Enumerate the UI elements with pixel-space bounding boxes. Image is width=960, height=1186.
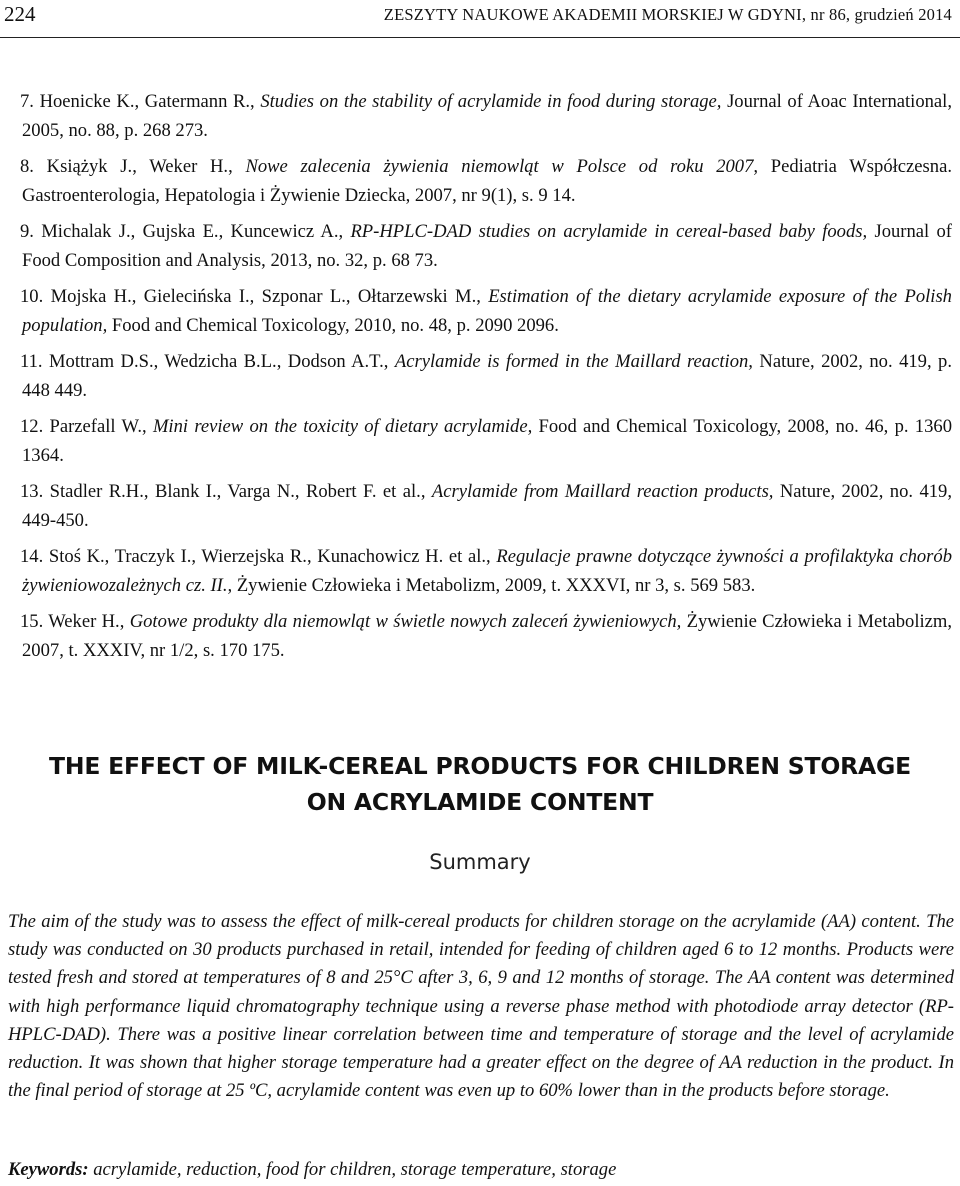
reference-authors: Parzefall W., [43,416,153,437]
summary-heading: Summary [429,850,531,874]
header-divider [0,37,960,38]
reference-title: Studies on the stability of acrylamide in food during storage, [260,91,722,112]
article-title [0,748,960,820]
reference-title: Regulacje prawne dotyczące żywności a profilaktyka chorób żywieniowozależnych cz. II., [22,546,952,596]
reference-list [10,87,952,672]
reference-authors: Stoś K., Traczyk I., Wierzejska R., Kunachowicz H. et al., [43,546,497,567]
reference-item-13 [10,477,952,535]
reference-authors: Michalak J., Gujska E., Kuncewicz A., [33,221,351,242]
reference-item-9 [10,217,952,275]
reference-authors: Mottram D.S., Wedzicha B.L., Dodson A.T., [42,351,395,372]
reference-number: 9. [20,221,34,242]
article-title-line-2: ON ACRYLAMIDE CONTENT [306,788,654,816]
reference-source: Pediatria Współczesna. Gastroenterologia, Hepatologia i Żywienie Dziecka, 2007, nr 9(1), s. 9 14. [22,156,952,206]
reference-source: Journal of Food Composition and Analysis, 2013, no. 32, p. 68 73. [22,221,952,271]
reference-number: 10. [20,286,44,307]
reference-item-7 [10,87,952,145]
reference-title: Gotowe produkty dla niemowląt w świetle nowych zaleceń żywieniowych, [129,611,682,632]
reference-source: Food and Chemical Toxicology, 2008, no. 46, p. 1360 1364. [22,416,952,466]
article-title-line-1: THE EFFECT OF MILK-CEREAL PRODUCTS FOR CHILDREN STORAGE [49,752,911,780]
reference-number: 8. [20,156,34,177]
reference-item-10 [10,282,952,340]
abstract-text: The aim of the study was to assess the effect of milk-cereal products for children storage on the acrylamide (AA) content. The study was conducted on 30 products purchased in retail, intended for feeding of children aged 6 to 12 months. Products were tested fresh and stored at temperatures of 8 and 25°C after 3, 6, 9 and 12 months of storage. The AA content was determined with high performance liquid chromatography technique using a reverse phase method with photodiode array detector (RP-HPLC-DAD). There was a positive linear correlation between time and temperature of storage and the level of acrylamide reduction. It was shown that higher storage temperature had a greater effect on the degree of AA reduction in the product. In the final period of storage at 25 ºC, acrylamide content was even up to 60% lower than in the products before storage. [8,911,954,1102]
reference-authors: Hoenicke K., Gatermann R., [33,91,261,112]
reference-title: Estimation of the dietary acrylamide exposure of the Polish population, [22,286,952,336]
reference-source: Żywienie Człowieka i Metabolizm, 2009, t. XXXVI, nr 3, s. 569 583. [232,575,756,596]
reference-title: Nowe zalecenia żywienia niemowląt w Polsce od roku 2007, [245,156,759,177]
reference-title: Mini review on the toxicity of dietary acrylamide, [152,416,533,437]
reference-authors: Stadler R.H., Blank I., Varga N., Robert F. et al., [43,481,432,502]
reference-authors: Mojska H., Gielecińska I., Szponar L., Ołtarzewski M., [43,286,489,307]
reference-number: 12. [20,416,44,437]
reference-item-8 [10,152,952,210]
reference-authors: Książyk J., Weker H., [33,156,246,177]
reference-source: Food and Chemical Toxicology, 2010, no. 48, p. 2090 2096. [107,315,559,336]
running-head: ZESZYTY NAUKOWE AKADEMII MORSKIEJ W GDYNI, nr 86, grudzień 2014 [383,5,952,24]
keywords-label: Keywords: [8,1159,89,1180]
reference-title: Acrylamide from Maillard reaction products, [431,481,774,502]
reference-source: Journal of Aoac International, 2005, no. 88, p. 268 273. [22,91,952,141]
reference-source: Żywienie Człowieka i Metabolizm, 2007, t. XXXIV, nr 1/2, s. 170 175. [22,611,953,661]
keywords-list: acrylamide, reduction, food for children, storage temperature, storage [88,1159,617,1180]
reference-item-15 [10,607,952,665]
reference-title: RP-HPLC-DAD studies on acrylamide in cereal-based baby foods, [350,221,868,242]
page-number: 224 [4,2,36,26]
reference-number: 13. [20,481,44,502]
reference-authors: Weker H., [43,611,130,632]
reference-item-12 [10,412,952,470]
reference-source: Nature, 2002, no. 419, p. 448 449. [22,351,953,401]
reference-item-14 [10,542,952,600]
keywords [8,1156,954,1184]
page-header [0,0,960,40]
reference-title: Acrylamide is formed in the Maillard reaction, [394,351,753,372]
reference-number: 14. [20,546,44,567]
reference-number: 7. [20,91,34,112]
reference-item-11 [10,347,952,405]
reference-source: Nature, 2002, no. 419, 449-450. [22,481,952,531]
reference-number: 11. [20,351,43,372]
reference-number: 15. [20,611,44,632]
